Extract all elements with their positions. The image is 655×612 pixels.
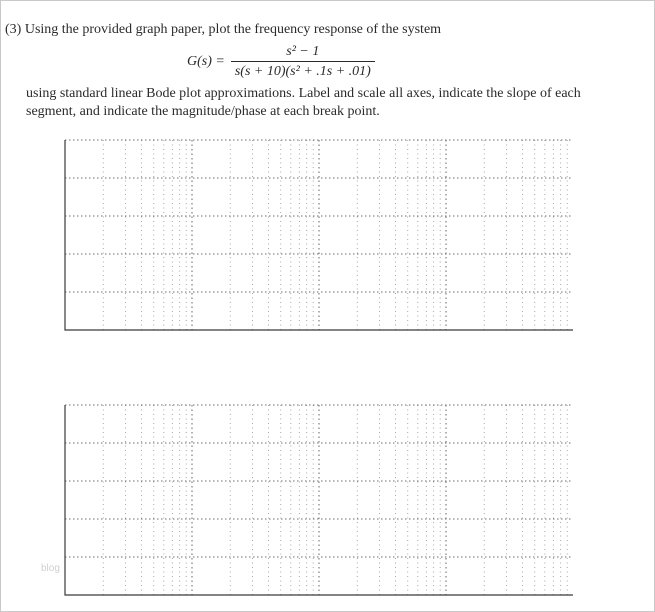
problem-prompt: Using the provided graph paper, plot the frequency response of the system [24, 22, 442, 37]
transfer-function-equation [187, 42, 375, 82]
phase-graph-paper [63, 401, 575, 597]
equation-denominator: s(s + 10)(s² + .1s + .01) [231, 61, 375, 80]
magnitude-graph-paper [63, 138, 575, 332]
equation-lhs: G(s) = [187, 54, 225, 69]
instructions-text [26, 85, 626, 121]
problem-statement [5, 22, 441, 38]
watermark: blog [41, 563, 60, 574]
problem-number: (3) [5, 22, 22, 37]
instructions-line-2: segment, and indicate the magnitude/phase at each break point. [26, 104, 380, 119]
equation-numerator: s² − 1 [286, 44, 320, 59]
equation-fraction [231, 44, 375, 80]
instructions-line-1: using standard linear Bode plot approximations. Label and scale all axes, indicate the slope of each [26, 86, 581, 101]
